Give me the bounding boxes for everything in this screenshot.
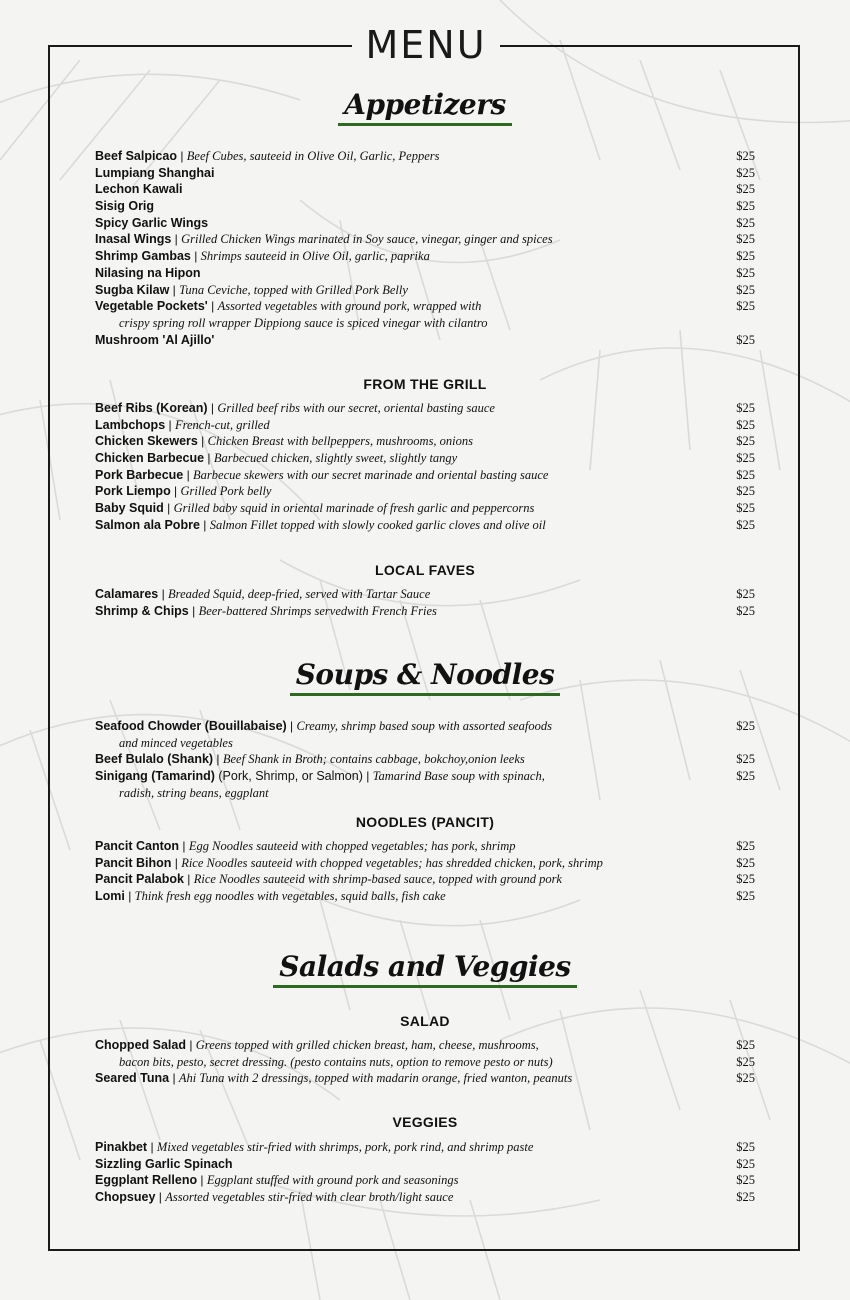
menu-item: Beef Salpicao | Beef Cubes, sauteeid in Olive Oil, Garlic, Peppers $25: [95, 149, 755, 163]
menu-item: Pork Barbecue | Barbecue skewers with our secret marinade and oriental basting sauce $25: [95, 467, 755, 482]
menu-item: Inasal Wings | Grilled Chicken Wings marinated in Soy sauce, vinegar, ginger and spices $25: [95, 232, 755, 247]
menu-item: Lomi | Think fresh egg noodles with vegetables, squid balls, fish cake $25: [95, 889, 755, 904]
veggies-heading: VEGGIES: [392, 1114, 458, 1130]
menu-item: Seared Tuna | Ahi Tuna with 2 dressings, topped with madarin orange, fried wanton, peanuts $25: [95, 1071, 755, 1086]
menu-item: Lumpiang Shanghai $25: [95, 165, 755, 180]
noodles-list: [95, 838, 755, 905]
soups-noodles-heading: Soups & Noodles: [0, 658, 850, 696]
soups-list: [95, 718, 755, 801]
menu-item: Sizzling Garlic Spinach $25: [95, 1156, 755, 1171]
menu-item: Beef Ribs (Korean) | Grilled beef ribs with our secret, oriental basting sauce $25: [95, 401, 755, 415]
menu-item: Chopsuey | Assorted vegetables stir-fried with clear broth/light sauce $25: [95, 1190, 755, 1205]
menu-item: Pinakbet | Mixed vegetables stir-fried with shrimps, pork, pork rind, and shrimp paste $25: [95, 1140, 755, 1154]
menu-item-continued: radish, string beans, eggplant: [119, 785, 269, 800]
menu-item: Beef Bulalo (Shank) | Beef Shank in Broth; contains cabbage, bokchoy,onion leeks $25: [95, 752, 755, 767]
menu-item: Lechon Kawali $25: [95, 182, 755, 197]
menu-item: Shrimp Gambas | Shrimps sauteeid in Olive Oil, garlic, paprika $25: [95, 249, 755, 264]
menu-item: Baby Squid | Grilled baby squid in oriental marinade of fresh garlic and peppercorns $25: [95, 501, 755, 516]
local-faves-list: [95, 586, 755, 619]
menu-item: Nilasing na Hipon $25: [95, 265, 755, 280]
grill-heading: FROM THE GRILL: [363, 376, 487, 392]
menu-item: Pancit Palabok | Rice Noodles sauteeid with shrimp-based sauce, topped with ground pork $25: [95, 872, 755, 887]
menu-item: Sisig Orig $25: [95, 199, 755, 214]
menu-item: Chicken Barbecue | Barbecued chicken, slightly sweet, slightly tangy $25: [95, 451, 755, 466]
local-faves-heading: LOCAL FAVES: [374, 562, 475, 578]
menu-item: Eggplant Relleno | Eggplant stuffed with ground pork and seasonings $25: [95, 1173, 755, 1188]
appetizers-list: [95, 148, 755, 348]
menu-item: Pancit Canton | Egg Noodles sauteeid with chopped vegetables; has pork, shrimp $25: [95, 839, 755, 853]
salads-veggies-heading: Salads and Veggies: [0, 950, 850, 988]
menu-item: Shrimp & Chips | Beer-battered Shrimps servedwith French Fries $25: [95, 603, 755, 618]
menu-item-continued: bacon bits, pesto, secret dressing. (pesto contains nuts, option to remove pesto or nuts) $25: [119, 1054, 755, 1069]
menu-item: Vegetable Pockets' | Assorted vegetables with ground pork, wrapped with $25: [95, 299, 755, 314]
menu-item: Lambchops | French-cut, grilled $25: [95, 417, 755, 432]
menu-item: Calamares | Breaded Squid, deep-fried, served with Tartar Sauce $25: [95, 587, 755, 601]
menu-item: Pork Liempo | Grilled Pork belly $25: [95, 484, 755, 499]
menu-title: MENU: [352, 20, 500, 70]
menu-item: Spicy Garlic Wings $25: [95, 215, 755, 230]
menu-item: Chicken Skewers | Chicken Breast with bellpeppers, mushrooms, onions $25: [95, 434, 755, 449]
menu-item: Seafood Chowder (Bouillabaise) | Creamy, shrimp based soup with assorted seafoods $25: [95, 719, 755, 733]
menu-item-continued: crispy spring roll wrapper Dippiong sauce is spiced vinegar with cilantro: [119, 315, 488, 330]
salad-heading: SALAD: [400, 1013, 450, 1029]
menu-item: Chopped Salad | Greens topped with grilled chicken breast, ham, cheese, mushrooms, $25: [95, 1038, 755, 1052]
noodles-heading: NOODLES (PANCIT): [355, 814, 495, 830]
grill-list: [95, 400, 755, 534]
menu-item: Sinigang (Tamarind) (Pork, Shrimp, or Salmon) | Tamarind Base soup with spinach, $25: [95, 769, 755, 784]
appetizers-heading: Appetizers: [0, 88, 850, 126]
menu-item: Pancit Bihon | Rice Noodles sauteeid with chopped vegetables; has shredded chicken, pork, shrimp $25: [95, 855, 755, 870]
menu-item-continued: and minced vegetables: [119, 735, 233, 750]
menu-item: Salmon ala Pobre | Salmon Fillet topped with slowly cooked garlic cloves and olive oil $25: [95, 517, 755, 532]
salad-list: [95, 1037, 755, 1087]
veggies-list: [95, 1139, 755, 1206]
menu-item: Mushroom 'Al Ajillo' $25: [95, 332, 755, 347]
menu-item: Sugba Kilaw | Tuna Ceviche, topped with Grilled Pork Belly $25: [95, 282, 755, 297]
